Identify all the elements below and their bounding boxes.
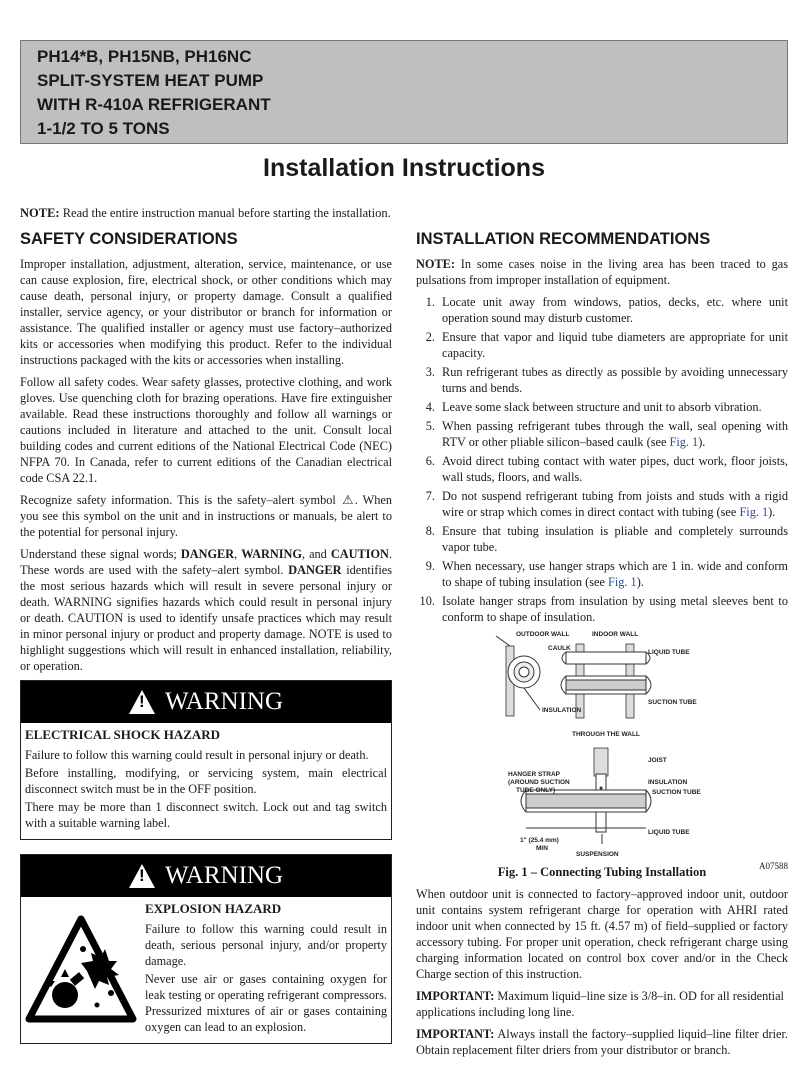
figure-code: A07588 <box>759 861 788 871</box>
svg-text:TUBE ONLY): TUBE ONLY) <box>516 787 556 794</box>
important-note: IMPORTANT: Maximum liquid–line size is 3/8–in. OD for all residential applications including long line. <box>416 989 784 1019</box>
explosion-hazard-icon <box>25 915 137 1027</box>
note-text: Read the entire instruction manual before starting the installation. <box>59 206 391 220</box>
list-item: 4. Leave some slack between structure and unit to absorb vibration. <box>438 399 788 415</box>
label-insulation-2: INSULATION <box>648 779 688 786</box>
electrical-warning-box: ! WARNING ELECTRICAL SHOCK HAZARD Failure to follow this warning could result in personal injury or death. Before installing, modifying, or servicing system, main electrical disconnect switch must be in the OFF position. There may be more than 1 disconnect switch. Lock out and tag switch with a suitable warning label. <box>20 680 392 840</box>
left-column <box>20 228 392 1044</box>
label-joist: JOIST <box>648 757 667 764</box>
install-heading: INSTALLATION RECOMMENDATIONS <box>416 230 711 248</box>
safety-paragraph: Understand these signal words; DANGER, WARNING, and CAUTION. These words are used with the safety–alert symbol. DANGER identifies the most serious hazards which will result in severe personal injury or death. WARNING signifies hazards which could result in personal injury or death. CAUTION is used to identify unsafe practices which may result in minor personal injury or product and property damage. NOTE is used to highlight suggestions which will result in enhanced installation, reliability, or operation. <box>20 547 392 673</box>
document-header <box>20 40 788 144</box>
label-suction-tube-2: SUCTION TUBE <box>652 789 701 796</box>
label-suction-tube: SUCTION TUBE <box>648 699 697 706</box>
header-line: SPLIT-SYSTEM HEAT PUMP <box>37 71 264 90</box>
warning-triangle-icon: ! <box>129 864 155 888</box>
list-item: 6. Avoid direct tubing contact with water pipes, duct work, floor joists, wall studs, floors, and walls. <box>438 453 788 485</box>
label-liquid-tube: LIQUID TUBE <box>648 649 690 656</box>
body-paragraph: When outdoor unit is connected to factory–approved indoor unit, outdoor unit contains system refrigerant charge for operation with AHRI rated indoor unit when connected by 15 ft. (4.57 m) of field–supplied or factory accessory tubing. For proper unit operation, check refrigerant charge using charging information located on control box cover and/or in the Check Charge section of this instruction. <box>416 887 788 981</box>
safety-paragraph: Follow all safety codes. Wear safety glasses, protective clothing, and work gloves. Use quenching cloth for brazing operations. Have fire extinguisher available. Read these instructions thoroughly and follow all warnings or cautions included in literature and attached to the unit. Consult local building codes and current editions of the National Electrical Code (NEC) NFPA 70. In Canada, refer to current editions of the Canadian electrical code CSA 22.1. <box>20 375 392 485</box>
label-min: 1" (25.4 mm) <box>520 837 559 844</box>
label-suspension: SUSPENSION <box>576 851 619 858</box>
svg-text:MIN: MIN <box>536 845 548 852</box>
tubing-figure <box>416 628 788 858</box>
fig-link[interactable]: Fig. 1 <box>669 435 699 449</box>
header-line: WITH R-410A REFRIGERANT <box>37 95 271 114</box>
label-caulk: CAULK <box>548 645 571 652</box>
install-note: NOTE: In some cases noise in the living area has been traced to gas pulsations from improper installation of equipment. <box>416 257 788 287</box>
fig-link[interactable]: Fig. 1 <box>607 575 637 589</box>
header-line: PH14*B, PH15NB, PH16NC <box>37 47 252 66</box>
list-item: 9. When necessary, use hanger straps which are 1 in. wide and conform to shape of tubing insulation (see Fig. 1). <box>438 558 788 590</box>
list-item: 1. Locate unit away from windows, patios, decks, etc. where unit operation sound may disturb customer. <box>438 294 788 326</box>
safety-heading: SAFETY CONSIDERATIONS <box>20 230 238 248</box>
label-liquid-tube-2: LIQUID TUBE <box>648 829 690 836</box>
warning-title: ELECTRICAL SHOCK HAZARD <box>25 727 221 742</box>
svg-text:(AROUND SUCTION: (AROUND SUCTION <box>508 779 570 786</box>
safety-paragraph: Improper installation, adjustment, alteration, service, maintenance, or use can cause explosion, fire, electrical shock, or other conditions which may cause death, personal injury, or property damage. Consult a qualified installer, service agency, or your distributor or branch for information or assistance. The qualified installer or agency must use factory–authorized kits or accessories when modifying this product. Refer to the individual instructions packaged with the kits or accessories when installing. <box>20 257 392 367</box>
warning-triangle-icon: ! <box>129 690 155 714</box>
label-through-wall: THROUGH THE WALL <box>572 731 640 738</box>
list-item: 2. Ensure that vapor and liquid tube diameters are appropriate for unit capacity. <box>438 329 788 361</box>
list-item: 3. Run refrigerant tubes as directly as possible by avoiding unnecessary turns and bends. <box>438 364 788 396</box>
figure-caption: Fig. 1 – Connecting Tubing Installation A07588 <box>416 864 788 880</box>
header-line: 1-1/2 TO 5 TONS <box>37 119 170 138</box>
note-label: NOTE: <box>20 206 60 220</box>
fig-link[interactable]: Fig. 1 <box>739 505 769 519</box>
warning-banner: ! WARNING <box>21 681 391 723</box>
label-hanger-strap: HANGER STRAP <box>508 771 561 778</box>
label-insulation: INSULATION <box>542 707 582 714</box>
page-title: Installation Instructions <box>263 154 545 182</box>
safety-paragraph: Recognize safety information. This is the safety–alert symbol ⚠. When you see this symbol on the unit and in instructions or manuals, be alert to the potential for personal injury. <box>20 493 392 539</box>
warning-title: EXPLOSION HAZARD <box>145 901 282 916</box>
top-note <box>20 206 391 221</box>
label-indoor-wall: INDOOR WALL <box>592 631 639 638</box>
safety-alert-icon: ⚠ <box>342 493 354 507</box>
list-item: 10. Isolate hanger straps from insulation by using metal sleeves bent to conform to shape of insulation. <box>438 593 788 625</box>
label-outdoor-wall: OUTDOOR WALL <box>516 631 570 638</box>
right-column <box>416 228 788 1064</box>
list-item: 5. When passing refrigerant tubes through the wall, seal opening with RTV or other pliable silicon–based caulk (see Fig. 1). <box>438 418 788 450</box>
warning-banner: ! WARNING <box>21 855 391 897</box>
recommendation-list <box>416 294 788 625</box>
explosion-warning-box: ! WARNING EXPLOSION HAZARD Failure to follow this warning could result in death, serious personal injury, and/or property damage. Never use air or gases containing oxygen for leak testing or operating refrigerant compressors. Pressurized mixtures of air or gases containing oxygen can lead to an explosion. <box>20 854 392 1044</box>
list-item: 7. Do not suspend refrigerant tubing from joists and studs with a rigid wire or strap which comes in direct contact with tubing (see Fig. 1). <box>438 488 788 520</box>
list-item: 8. Ensure that tubing insulation is pliable and completely surrounds vapor tube. <box>438 523 788 555</box>
important-note: IMPORTANT: Always install the factory–supplied liquid–line filter drier. Obtain replacement filter driers from your distributor or branch. <box>416 1027 788 1057</box>
